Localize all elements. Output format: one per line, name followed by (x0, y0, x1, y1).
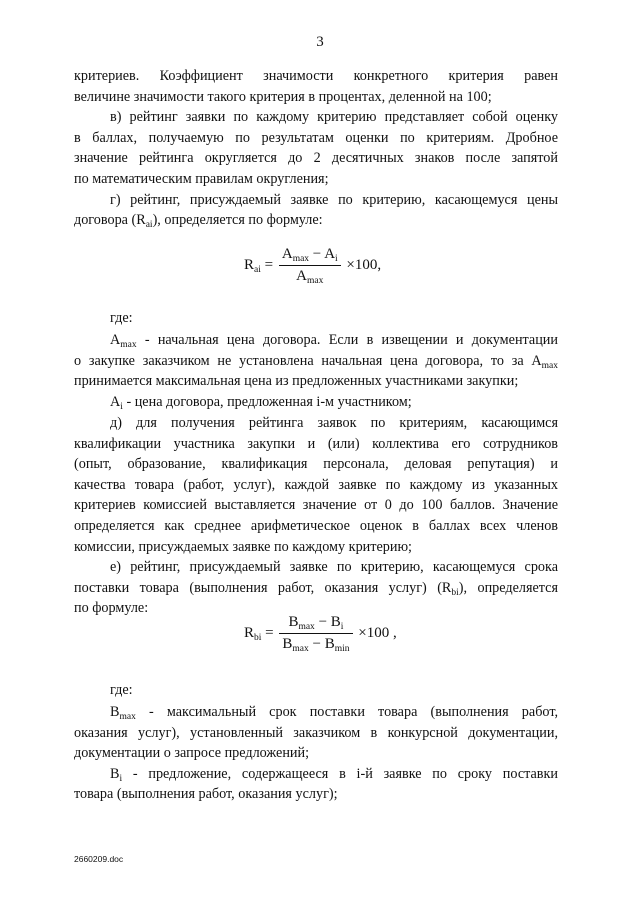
footer-filename: 2660209.doc (74, 854, 124, 864)
text-line-rbi: поставки товара (выполнения работ, оказания услуг) $(R_{bi})$, определяется (74, 579, 558, 598)
text-line: по формуле: (74, 600, 149, 617)
text-line: критериев комиссией выставляется значение от 0 до 100 баллов. Значение (74, 497, 558, 514)
text-line: принимается максимальная цена из предложенных участниками закупки; (74, 373, 519, 390)
text-line: значение рейтинга округляется до 2 десятичных знаков после запятой (74, 150, 558, 167)
text-line: г) рейтинг, присуждаемый заявке по критерию, касающемуся цены (110, 191, 558, 208)
formula-rbi: $R_{bi}$ = $\frac{B_{max} - B_i}{B_{max} - B_{min}}$ ×100 , (244, 614, 397, 654)
formula-rai: $R_{ai}$ = $\frac{A_{max} - A_i}{A_{max}}$ ×100, (244, 246, 382, 286)
text-line: комиссии, присуждаемых заявке по каждому критерию; (74, 538, 412, 555)
text-line: квалификации участника закупки и (или) коллектива его сотрудников (74, 435, 558, 452)
text-line: д) для получения рейтинга заявок по критериям, касающимся (110, 415, 558, 431)
text-line: величине значимости такого критерия в процентах, деленной на 100; (74, 88, 492, 105)
text-line: товара (выполнения работ, оказания услуг); (74, 786, 338, 803)
paragraph-block-2 (74, 413, 558, 619)
text-line: (опыт, образование, квалификация персонала, деловая репутация) и (74, 456, 558, 473)
definition-block-b (74, 702, 558, 805)
fraction: $\frac{A_{max} - A_i}{A_{max}}$ (279, 246, 341, 285)
text-line: в баллах, получаемую по результатам оценки по критериям. Дробное (74, 129, 558, 146)
text-line: оказания услуг), установленный заказчиком в конкурсной документации, (74, 724, 558, 741)
text-line: $B_{max}$ - максимальный срок поставки товара (выполнения работ, (110, 704, 558, 722)
text-line-rai: договора $(R_{ai})$, определяется по формуле: (74, 212, 323, 231)
text-line: е) рейтинг, присуждаемый заявке по критерию, касающемуся срока (110, 559, 558, 576)
text-line: качества товара (работ, услуг), каждой заявке по каждому из указанных (74, 476, 558, 493)
text-line: документации о запросе предложений; (74, 745, 310, 762)
text-line: $A_i$ - цена договора, предложенная i-м участником; (110, 393, 412, 412)
text-line: в) рейтинг заявки по каждому критерию представляет собой оценку (110, 109, 558, 126)
definition-block-a (74, 330, 558, 412)
text-line: определяется как среднее арифметическое оценок в баллах всех членов (74, 517, 558, 534)
where-label-2: где: (110, 682, 133, 698)
fraction: $\frac{B_{max} - B_i}{B_{max} - B_{min}}$ (279, 614, 352, 653)
text-line: о закупке заказчиком не установлена начальная цена договора, то за $A_{max}$ (74, 352, 558, 371)
page-number: 3 (316, 34, 324, 50)
text-line: $A_{max}$ - начальная цена договора. Если в извещении и документации (110, 332, 558, 350)
where-label-1: где: (110, 310, 133, 326)
paragraph-block-1 (74, 66, 558, 231)
text-line: критериев. Коэффициент значимости конкретного критерия равен (74, 68, 558, 84)
text-line: по математическим правилам округления; (74, 170, 329, 187)
text-line: $B_i$ - предложение, содержащееся в i-й заявке по сроку поставки (110, 765, 558, 784)
